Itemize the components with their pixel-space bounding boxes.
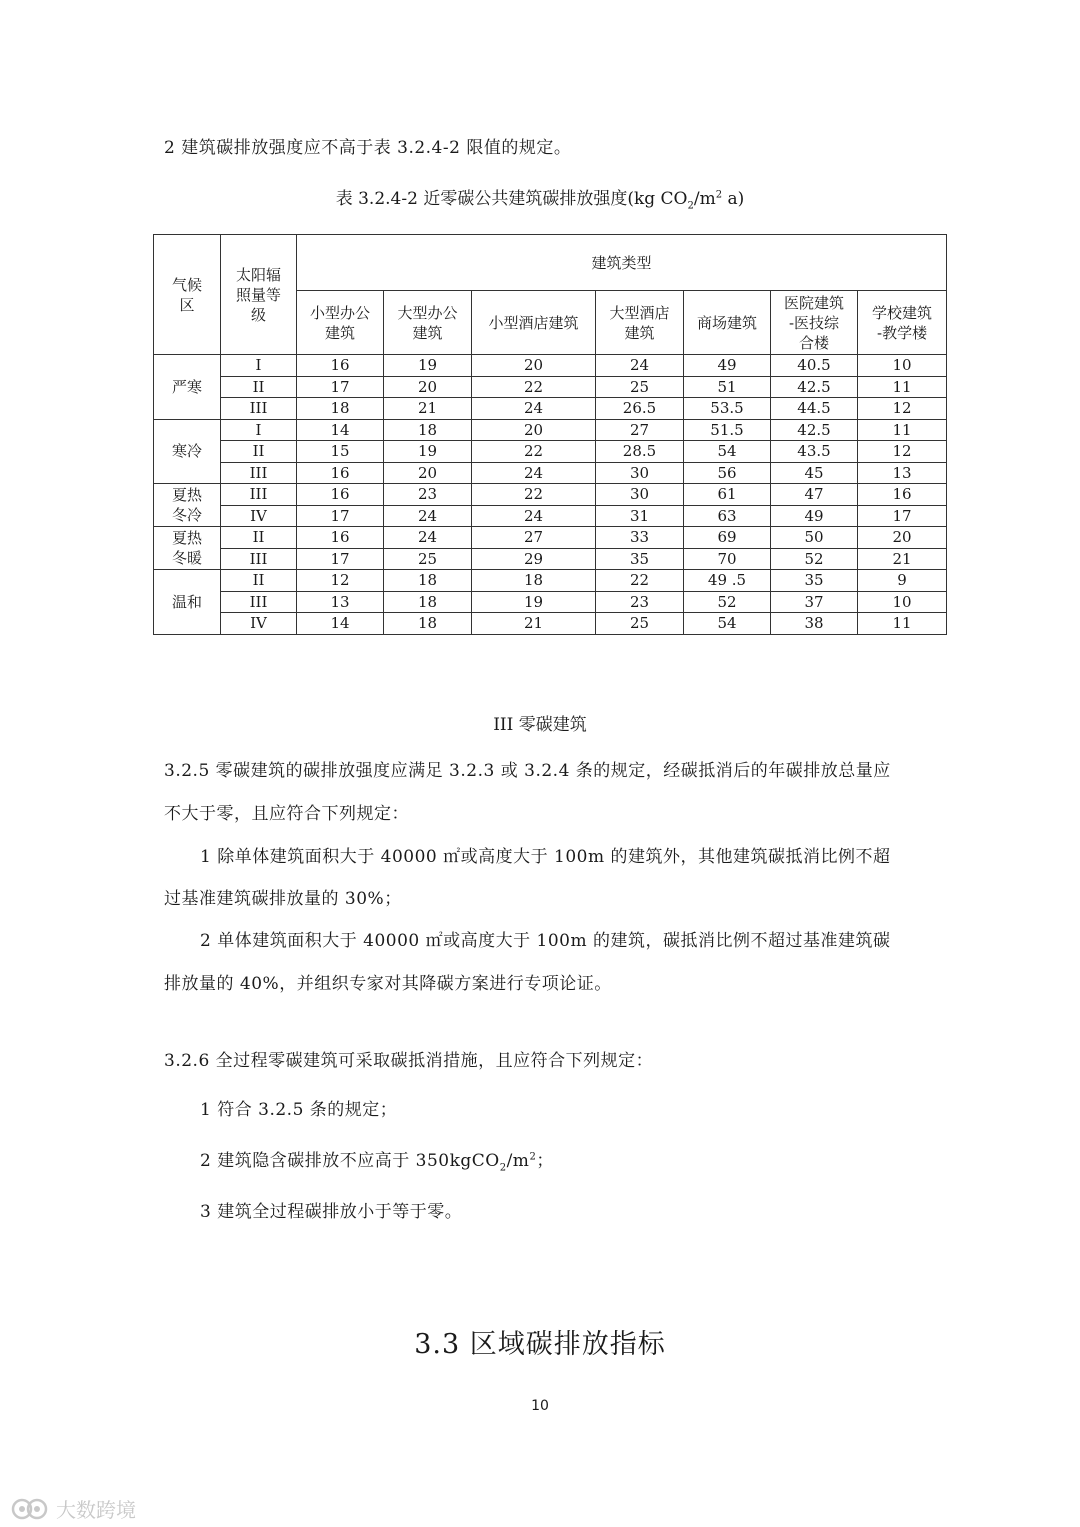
solar-level-cell: II <box>221 570 297 592</box>
value-cell: 11 <box>858 419 947 441</box>
value-cell: 21 <box>472 613 596 635</box>
value-cell: 19 <box>472 591 596 613</box>
value-cell: 22 <box>472 441 596 463</box>
value-cell: 30 <box>596 484 684 506</box>
value-cell: 42.5 <box>771 376 858 398</box>
value-cell: 18 <box>384 591 472 613</box>
value-cell: 70 <box>684 548 771 570</box>
value-cell: 26.5 <box>596 398 684 420</box>
value-cell: 17 <box>297 505 384 527</box>
solar-level-cell: IV <box>221 613 297 635</box>
value-cell: 16 <box>858 484 947 506</box>
value-cell: 53.5 <box>684 398 771 420</box>
section-3-3-title: 3.3 区域碳排放指标 <box>414 1329 666 1360</box>
value-cell: 42.5 <box>771 419 858 441</box>
climate-zone-cell: 夏热 冬冷 <box>154 484 221 527</box>
table-row <box>154 527 947 549</box>
value-cell: 54 <box>684 441 771 463</box>
value-cell: 52 <box>684 591 771 613</box>
value-cell: 18 <box>472 570 596 592</box>
value-cell: 23 <box>384 484 472 506</box>
value-cell: 21 <box>384 398 472 420</box>
value-cell: 22 <box>596 570 684 592</box>
value-cell: 15 <box>297 441 384 463</box>
value-cell: 49 <box>771 505 858 527</box>
value-cell: 12 <box>297 570 384 592</box>
value-cell: 28.5 <box>596 441 684 463</box>
climate-zone-cell: 夏热 冬暖 <box>154 527 221 570</box>
section-III-title: III 零碳建筑 <box>493 715 587 735</box>
table-caption: 表 3.2.4-2 近零碳公共建筑碳排放强度(kg $CO_2/m^2$ a) <box>335 189 745 212</box>
column-header: 小型酒店建筑 <box>472 291 596 355</box>
solar-level-cell: III <box>221 462 297 484</box>
table-row <box>154 419 947 441</box>
value-cell: 20 <box>472 355 596 377</box>
value-cell: 10 <box>858 591 947 613</box>
climate-zone-cell: 寒冷 <box>154 419 221 484</box>
clause-325-line1: 3.2.5 零碳建筑的碳排放强度应满足 3.2.3 或 3.2.4 条的规定，经碳抵消后的年碳排放总量应 <box>164 761 891 781</box>
value-cell: 31 <box>596 505 684 527</box>
column-header: 学校建筑 -教学楼 <box>858 291 947 355</box>
value-cell: 20 <box>384 376 472 398</box>
header-climate-zone: 气候 区 <box>154 235 221 355</box>
value-cell: 51 <box>684 376 771 398</box>
value-cell: 24 <box>472 398 596 420</box>
value-cell: 51.5 <box>684 419 771 441</box>
solar-level-cell: II <box>221 441 297 463</box>
page-number: 10 <box>531 1398 549 1414</box>
value-cell: 49 <box>684 355 771 377</box>
value-cell: 16 <box>297 355 384 377</box>
value-cell: 54 <box>684 613 771 635</box>
carbon-intensity-table <box>153 234 947 635</box>
value-cell: 17 <box>297 376 384 398</box>
column-header: 大型酒店 建筑 <box>596 291 684 355</box>
header-solar-level: 太阳辐 照量等 级 <box>221 235 297 355</box>
value-cell: 27 <box>472 527 596 549</box>
value-cell: 29 <box>472 548 596 570</box>
value-cell: 18 <box>297 398 384 420</box>
table-row <box>154 398 947 420</box>
clause-326-item2: 2 建筑隐含碳排放不应高于 $350kgCO_2/m^2$； <box>200 1151 554 1174</box>
value-cell: 25 <box>596 613 684 635</box>
clause-325-item2-line1: 2 单体建筑面积大于 40000 ㎡或高度大于 100m 的建筑，碳抵消比例不超过基准建筑碳 <box>200 931 891 951</box>
intro-line: 2 建筑碳排放强度应不高于表 3.2.4-2 限值的规定。 <box>164 138 572 158</box>
value-cell: 12 <box>858 398 947 420</box>
value-cell: 69 <box>684 527 771 549</box>
clause-325-item2-line2: 排放量的 40%，并组织专家对其降碳方案进行专项论证。 <box>164 974 612 994</box>
value-cell: 49 .5 <box>684 570 771 592</box>
solar-level-cell: II <box>221 376 297 398</box>
value-cell: 16 <box>297 527 384 549</box>
clause-326-item1: 1 符合 3.2.5 条的规定； <box>200 1100 398 1120</box>
solar-level-cell: III <box>221 548 297 570</box>
value-cell: 14 <box>297 419 384 441</box>
watermark-text: 大数跨境 <box>56 1498 136 1522</box>
value-cell: 24 <box>384 527 472 549</box>
value-cell: 30 <box>596 462 684 484</box>
watermark <box>10 1494 136 1523</box>
value-cell: 25 <box>384 548 472 570</box>
value-cell: 9 <box>858 570 947 592</box>
value-cell: 33 <box>596 527 684 549</box>
value-cell: 24 <box>472 462 596 484</box>
value-cell: 25 <box>596 376 684 398</box>
solar-level-cell: III <box>221 484 297 506</box>
table-row <box>154 591 947 613</box>
climate-zone-cell: 严寒 <box>154 355 221 420</box>
value-cell: 16 <box>297 484 384 506</box>
value-cell: 13 <box>297 591 384 613</box>
solar-level-cell: III <box>221 398 297 420</box>
solar-level-cell: I <box>221 419 297 441</box>
column-header: 商场建筑 <box>684 291 771 355</box>
clause-326-line1: 3.2.6 全过程零碳建筑可采取碳抵消措施，且应符合下列规定： <box>164 1051 654 1071</box>
table-row <box>154 376 947 398</box>
table-row <box>154 613 947 635</box>
value-cell: 63 <box>684 505 771 527</box>
value-cell: 14 <box>297 613 384 635</box>
climate-zone-cell: 温和 <box>154 570 221 635</box>
table-row <box>154 484 947 506</box>
value-cell: 44.5 <box>771 398 858 420</box>
value-cell: 23 <box>596 591 684 613</box>
column-header: 大型办公 建筑 <box>384 291 472 355</box>
value-cell: 35 <box>771 570 858 592</box>
value-cell: 12 <box>858 441 947 463</box>
value-cell: 24 <box>384 505 472 527</box>
clause-325-item1-line1: 1 除单体建筑面积大于 40000 ㎡或高度大于 100m 的建筑外，其他建筑碳抵消比例不超 <box>200 847 891 867</box>
value-cell: 20 <box>472 419 596 441</box>
value-cell: 19 <box>384 441 472 463</box>
value-cell: 40.5 <box>771 355 858 377</box>
column-header: 医院建筑 -医技综 合楼 <box>771 291 858 355</box>
table-row <box>154 570 947 592</box>
value-cell: 11 <box>858 613 947 635</box>
value-cell: 45 <box>771 462 858 484</box>
value-cell: 27 <box>596 419 684 441</box>
header-building-type: 建筑类型 <box>297 235 947 291</box>
clause-325-line2: 不大于零，且应符合下列规定： <box>164 804 409 824</box>
value-cell: 43.5 <box>771 441 858 463</box>
solar-level-cell: II <box>221 527 297 549</box>
solar-level-cell: I <box>221 355 297 377</box>
value-cell: 18 <box>384 570 472 592</box>
value-cell: 50 <box>771 527 858 549</box>
solar-level-cell: III <box>221 591 297 613</box>
value-cell: 20 <box>384 462 472 484</box>
value-cell: 13 <box>858 462 947 484</box>
value-cell: 18 <box>384 613 472 635</box>
value-cell: 24 <box>472 505 596 527</box>
value-cell: 47 <box>771 484 858 506</box>
value-cell: 24 <box>596 355 684 377</box>
table-row <box>154 505 947 527</box>
watermark-logo-icon <box>10 1497 50 1521</box>
table-row <box>154 548 947 570</box>
column-header: 小型办公 建筑 <box>297 291 384 355</box>
value-cell: 11 <box>858 376 947 398</box>
value-cell: 18 <box>384 419 472 441</box>
value-cell: 22 <box>472 376 596 398</box>
value-cell: 17 <box>297 548 384 570</box>
table-row <box>154 462 947 484</box>
value-cell: 52 <box>771 548 858 570</box>
clause-325-item1-line2: 过基准建筑碳排放量的 30%； <box>164 889 402 909</box>
value-cell: 37 <box>771 591 858 613</box>
value-cell: 22 <box>472 484 596 506</box>
value-cell: 17 <box>858 505 947 527</box>
value-cell: 56 <box>684 462 771 484</box>
clause-326-item3: 3 建筑全过程碳排放小于等于零。 <box>200 1202 463 1222</box>
value-cell: 38 <box>771 613 858 635</box>
value-cell: 19 <box>384 355 472 377</box>
value-cell: 61 <box>684 484 771 506</box>
value-cell: 16 <box>297 462 384 484</box>
table-row <box>154 355 947 377</box>
value-cell: 20 <box>858 527 947 549</box>
value-cell: 10 <box>858 355 947 377</box>
table-row <box>154 441 947 463</box>
solar-level-cell: IV <box>221 505 297 527</box>
value-cell: 35 <box>596 548 684 570</box>
value-cell: 21 <box>858 548 947 570</box>
